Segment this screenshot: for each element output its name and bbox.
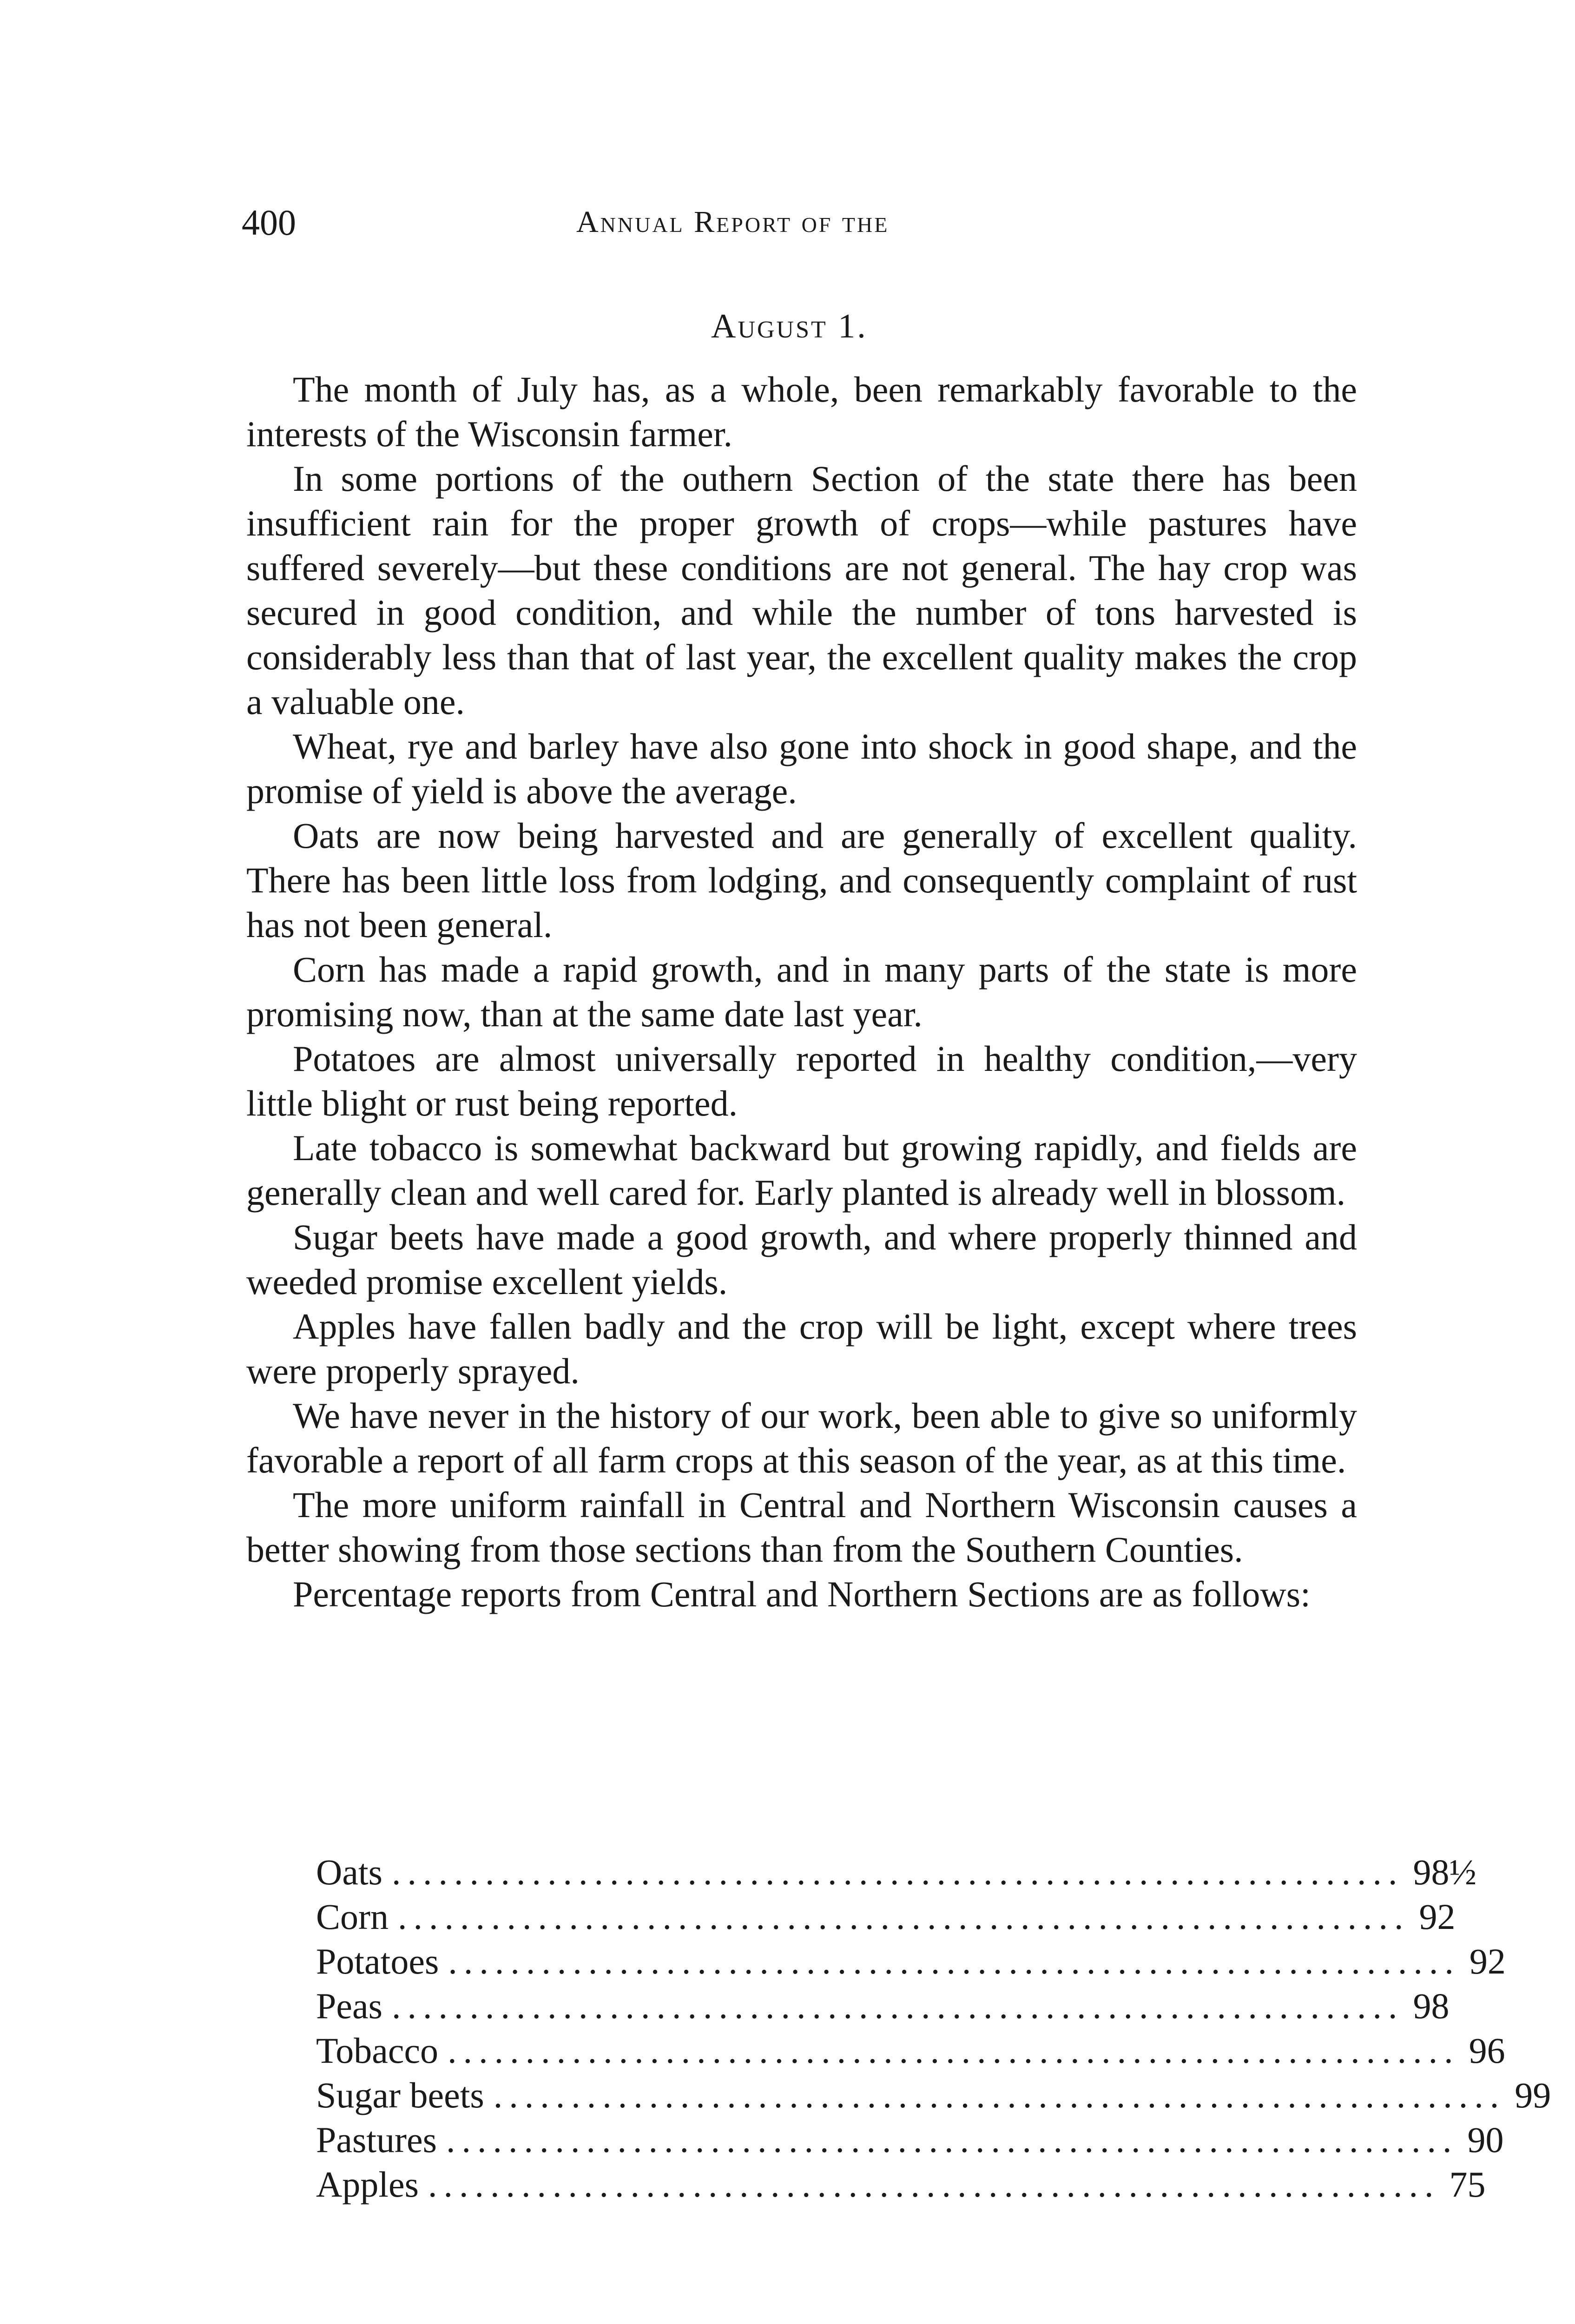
paragraph: Apples have fallen badly and the crop will be light, except where trees were properly sprayed. bbox=[246, 1306, 1357, 1391]
paragraph: The month of July has, as a whole, been remarkably favorable to the interests of the Wisconsin farmer. bbox=[246, 369, 1357, 454]
paragraph: Late tobacco is somewhat backward but growing rapidly, and fields are generally clean and well cared for. Early planted is already well in blossom. bbox=[246, 1128, 1357, 1213]
dot-leader: ................................................................. bbox=[448, 2030, 1460, 2071]
crop-name: Apples bbox=[316, 2164, 419, 2205]
crop-percent: 98½ bbox=[1413, 1852, 1476, 1892]
paragraph: Corn has made a rapid growth, and in many parts of the state is more promising now, than at the same date last year. bbox=[246, 949, 1357, 1034]
crop-percent: 98 bbox=[1413, 1986, 1450, 2026]
table-row bbox=[316, 1939, 1506, 1984]
paragraph: We have never in the history of our work, been able to give so uniformly favorable a report of all farm crops at this season of the year, as at this time. bbox=[246, 1395, 1357, 1480]
crop-percent: 92 bbox=[1419, 1896, 1456, 1937]
table-row bbox=[316, 2118, 1504, 2162]
crop-percent: 96 bbox=[1469, 2030, 1505, 2071]
table-row bbox=[316, 1984, 1450, 2028]
dot-leader: ................................................................. bbox=[391, 1852, 1404, 1892]
table-row bbox=[316, 2162, 1486, 2207]
paragraph: The more uniform rainfall in Central and Northern Wisconsin causes a better showing from those sections than from the Southern Counties. bbox=[246, 1485, 1357, 1570]
crop-name: Pastures bbox=[316, 2119, 437, 2160]
dot-leader: ................................................................. bbox=[398, 1896, 1410, 1937]
paragraph: Percentage reports from Central and Northern Sections are as follows: bbox=[293, 1574, 1311, 1614]
section-heading: August 1. bbox=[711, 307, 868, 345]
crop-name: Corn bbox=[316, 1896, 389, 1937]
crop-percent: 75 bbox=[1449, 2164, 1486, 2205]
percentage-table bbox=[316, 1850, 1551, 2207]
table-row bbox=[316, 2028, 1505, 2073]
crop-name: Tobacco bbox=[316, 2030, 439, 2071]
table-row bbox=[316, 1895, 1456, 1939]
crop-percent: 92 bbox=[1469, 1941, 1506, 1981]
dot-leader: ................................................................. bbox=[493, 2075, 1506, 2115]
paragraph: In some portions of the outhern Section of the state there has been insufficient rain for the proper growth of crops—while pastures have suffered severely—but these conditions are not general. The hay crop was secured in good condition, and while the number of tons harvested is considerably less than that of last year, the excellent quality makes the crop a valuable one. bbox=[246, 458, 1357, 722]
dot-leader: ................................................................. bbox=[391, 1986, 1404, 2026]
crop-percent: 90 bbox=[1467, 2119, 1504, 2160]
running-head: Annual Report of the bbox=[576, 205, 890, 239]
table-row bbox=[316, 2073, 1551, 2118]
crop-name: Peas bbox=[316, 1986, 382, 2026]
paragraph: Oats are now being harvested and are generally of excellent quality. There has been little loss from lodging, and consequently complaint of rust has not been general. bbox=[246, 815, 1357, 945]
paragraph: Wheat, rye and barley have also gone into shock in good shape, and the promise of yield is above the average. bbox=[246, 726, 1357, 811]
page-number: 400 bbox=[242, 202, 296, 243]
dot-leader: ................................................................. bbox=[428, 2164, 1440, 2205]
crop-name: Potatoes bbox=[316, 1941, 439, 1981]
table-row bbox=[316, 1850, 1476, 1895]
crop-name: Oats bbox=[316, 1852, 382, 1892]
dot-leader: ................................................................. bbox=[446, 2119, 1458, 2160]
crop-percent: 99 bbox=[1515, 2075, 1551, 2115]
body-text bbox=[246, 367, 1357, 1617]
paragraph: Potatoes are almost universally reported in healthy condition,—very little blight or rust being reported. bbox=[246, 1038, 1357, 1123]
paragraph: Sugar beets have made a good growth, and where properly thinned and weeded promise excellent yields. bbox=[246, 1217, 1357, 1302]
dot-leader: ................................................................. bbox=[448, 1941, 1460, 1981]
crop-name: Sugar beets bbox=[316, 2075, 484, 2115]
